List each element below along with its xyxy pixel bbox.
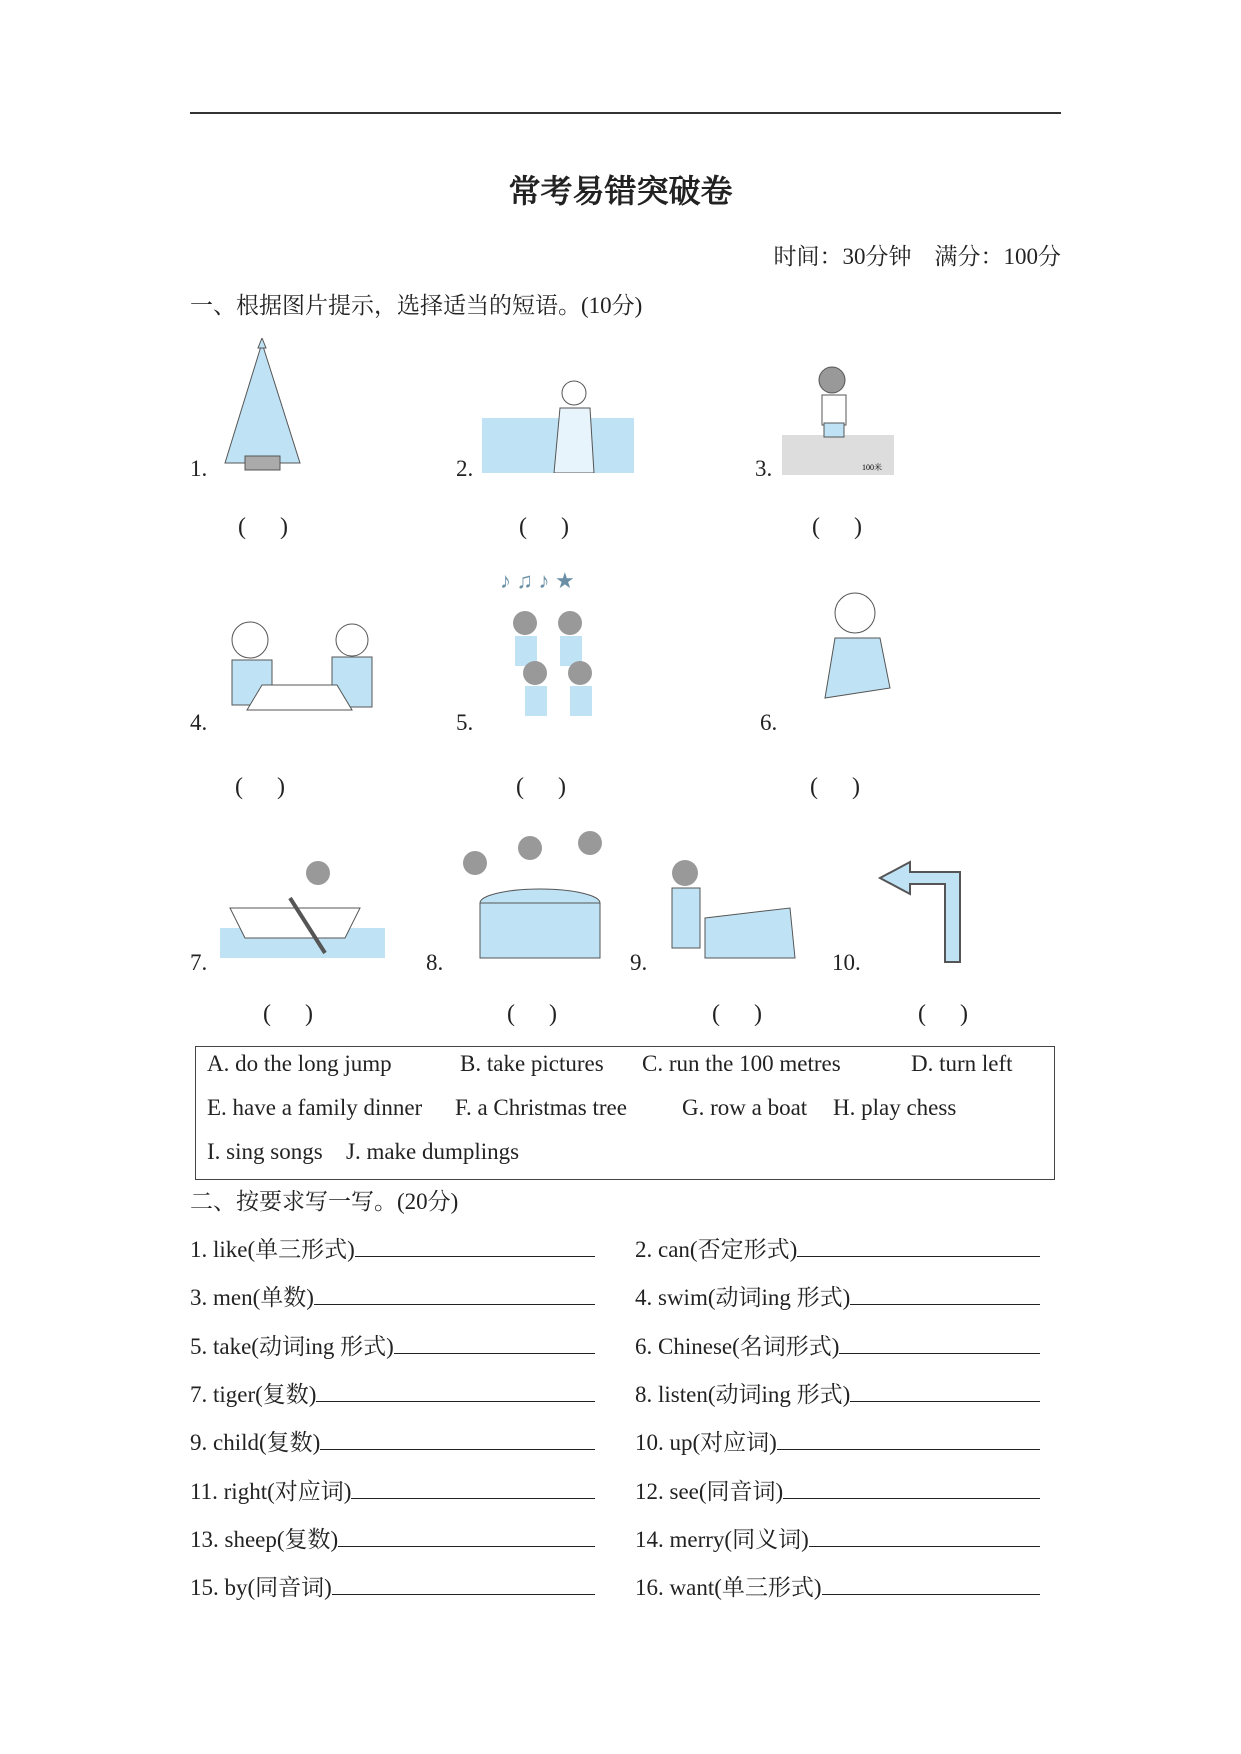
fill-in-question [190,1473,595,1506]
christmas-tree-picture [215,338,310,473]
fill-in-question [190,1424,595,1457]
item-number: 5. [456,710,474,735]
running-picture [782,365,894,475]
answer-blank[interactable]: ( ) [516,774,566,800]
answer-line[interactable] [314,1284,595,1305]
rowing-boat-picture [220,858,385,958]
fill-in-question [635,1376,1040,1409]
answer-line[interactable] [355,1236,595,1257]
question-label: 8. listen(动词ing 形式) [635,1381,851,1407]
answer-line[interactable] [850,1381,1040,1402]
answer-line[interactable] [777,1429,1040,1450]
fill-in-question [635,1521,1040,1554]
question-label: 5. take(动词ing 形式) [190,1333,394,1359]
option-a: A. do the long jump [207,1051,392,1076]
answer-blank[interactable]: ( ) [918,1001,968,1027]
answer-blank[interactable]: ( ) [712,1001,762,1027]
fill-in-question [635,1473,1040,1506]
answer-line[interactable] [316,1381,595,1402]
option-e: E. have a family dinner [207,1095,423,1120]
answer-line[interactable] [839,1333,1040,1354]
answer-blank[interactable]: ( ) [263,1001,313,1027]
fill-in-question [635,1569,1040,1602]
singing-picture [490,558,615,728]
answer-line[interactable] [332,1574,595,1595]
fill-in-question [190,1521,595,1554]
answer-line[interactable] [320,1429,595,1450]
fill-in-question [635,1328,1040,1361]
question-label: 11. right(对应词) [190,1478,352,1504]
answer-line[interactable] [797,1236,1040,1257]
fill-in-question [190,1569,595,1602]
item-number: 8. [426,950,444,975]
option-b: B. take pictures [460,1051,604,1076]
answer-line[interactable] [394,1333,595,1354]
question-label: 16. want(单三形式) [635,1575,822,1601]
question-label: 12. see(同音词) [635,1478,784,1504]
turn-left-arrow-picture [875,860,985,965]
item-number: 2. [456,456,474,481]
question-label: 4. swim(动词ing 形式) [635,1285,851,1311]
page-title: 常考易错突破卷 [508,172,733,210]
options-box [195,1046,1055,1180]
long-jump-picture [795,588,920,728]
item-number: 4. [190,710,208,735]
item-number: 3. [755,456,773,481]
option-i: I. sing songs [207,1139,323,1164]
answer-line[interactable] [822,1574,1040,1595]
chess-picture [222,615,377,720]
option-f: F. a Christmas tree [455,1095,627,1120]
question-label: 2. can(否定形式) [635,1237,798,1262]
header-rule [190,112,1061,114]
fill-in-question [190,1376,595,1409]
question-label: 9. child(复数) [190,1430,321,1456]
question-label: 14. merry(同义词) [635,1526,809,1552]
item-number: 1. [190,456,208,481]
item-number: 10. [832,950,861,975]
question-label: 10. up(对应词) [635,1430,777,1456]
fill-in-question [635,1424,1040,1457]
fill-in-question [190,1279,595,1312]
answer-line[interactable] [338,1526,595,1547]
answer-blank[interactable]: ( ) [812,514,862,540]
answer-blank[interactable]: ( ) [519,514,569,540]
time-score-info: 时间：30分钟 满分：100分 [773,244,1061,269]
family-dinner-picture [455,828,615,963]
question-label: 15. by(同音词) [190,1575,332,1601]
item-number: 7. [190,950,208,975]
fill-in-question [635,1279,1040,1312]
item-number: 9. [630,950,648,975]
answer-blank[interactable]: ( ) [238,514,288,540]
question-label: 1. like(单三形式) [190,1237,355,1262]
option-c: C. run the 100 metres [642,1051,841,1076]
section2-heading: 二、按要求写一写。(20分) [190,1189,459,1214]
fill-in-question [190,1328,595,1361]
taking-pictures-picture [482,378,634,473]
question-label: 3. men(单数) [190,1285,314,1311]
item-number: 6. [760,710,778,735]
answer-line[interactable] [783,1478,1040,1499]
section1-heading: 一、根据图片提示，选择适当的短语。(10分) [190,293,643,318]
making-dumplings-picture [660,858,800,963]
answer-blank[interactable]: ( ) [810,774,860,800]
question-label: 6. Chinese(名词形式) [635,1333,840,1359]
answer-line[interactable] [351,1478,595,1499]
distance-caption: 100米 [862,463,882,472]
answer-line[interactable] [809,1526,1040,1547]
option-g: G. row a boat [682,1095,808,1120]
svg-text:♪ ♫ ♪ ★: ♪ ♫ ♪ ★ [500,568,575,593]
option-h: H. play chess [833,1095,957,1120]
answer-blank[interactable]: ( ) [507,1001,557,1027]
fill-in-question [635,1231,1040,1264]
answer-blank[interactable]: ( ) [235,774,285,800]
question-label: 13. sheep(复数) [190,1526,339,1552]
fill-in-question [190,1231,595,1264]
option-j: J. make dumplings [346,1139,520,1164]
question-label: 7. tiger(复数) [190,1381,317,1407]
option-d: D. turn left [911,1051,1013,1076]
answer-line[interactable] [850,1284,1040,1305]
